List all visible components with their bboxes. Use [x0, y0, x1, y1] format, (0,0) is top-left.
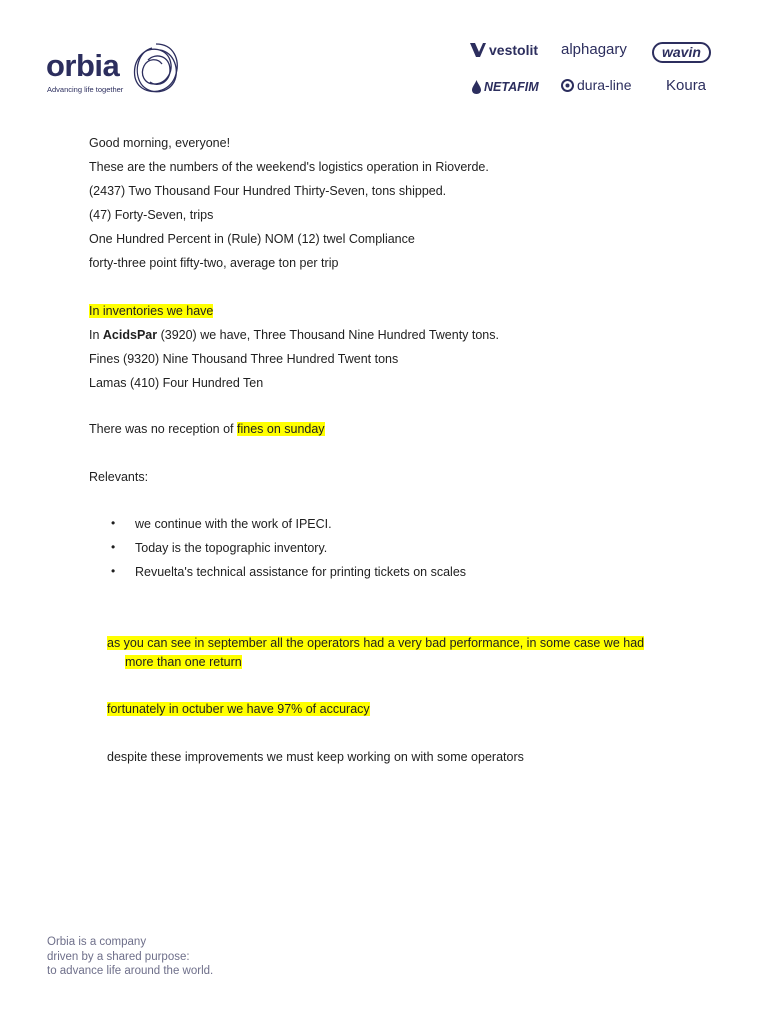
september-note-line2-text: more than one return — [125, 655, 242, 669]
bullet-dot: • — [111, 540, 116, 554]
brand-alphagary — [561, 41, 627, 58]
september-note-line1-text: as you can see in september all the operators had a very bad performance, in some case we had — [107, 636, 645, 650]
list-item: Today is the topographic inventory. — [135, 541, 328, 555]
inventory-acidspar-pre: In — [89, 328, 103, 342]
september-note-line2 — [125, 653, 242, 671]
duraline-circle-icon — [561, 79, 574, 92]
brand-vestolit — [470, 42, 538, 58]
trips: (47) Forty-Seven, trips — [89, 208, 214, 222]
inventory-acidspar — [89, 326, 499, 344]
brand-alphagary-label: alphagary — [561, 41, 627, 58]
list-item: we continue with the work of IPECI. — [135, 517, 332, 531]
brand-koura-label: Koura — [666, 77, 707, 94]
brand-netafim — [472, 80, 539, 94]
reception-note-highlight: fines on sunday — [237, 422, 325, 436]
inventories-heading-text: In inventories we have — [89, 304, 214, 318]
footer-purpose — [47, 935, 307, 979]
october-note-text: fortunately in octuber we have 97% of accuracy — [107, 702, 370, 716]
vestolit-mark-icon — [470, 43, 486, 57]
inventory-lamas: Lamas (410) Four Hundred Ten — [89, 376, 264, 390]
compliance: One Hundred Percent in (Rule) NOM (12) twel Compliance — [89, 232, 415, 246]
brand-koura — [666, 77, 706, 94]
footer-line-1: Orbia is a company — [47, 936, 147, 948]
relevants-heading: Relevants: — [89, 470, 149, 484]
greeting: Good morning, everyone! — [89, 136, 231, 150]
bullet-dot: • — [111, 564, 116, 578]
reception-note-pre: There was no reception of — [89, 422, 237, 436]
brand-wavin — [652, 42, 711, 63]
brand-wavin-label: wavin — [662, 44, 701, 60]
footer-line-2: driven by a shared purpose: — [47, 950, 190, 963]
closing-note: despite these improvements we must keep working on with some operators — [107, 750, 524, 764]
inventories-heading — [89, 302, 213, 320]
inventory-acidspar-name: AcidsPar — [102, 328, 158, 342]
orbia-tagline: Advancing life together — [47, 85, 124, 94]
tons-shipped: (2437) Two Thousand Four Hundred Thirty-Seven, tons shipped. — [89, 184, 447, 198]
october-note — [107, 700, 370, 718]
inventory-acidspar-post: (3920) we have, Three Thousand Nine Hundred Twenty tons. — [157, 328, 499, 342]
inventory-fines: Fines (9320) Nine Thousand Three Hundred Twent tons — [89, 352, 399, 366]
orbia-logo-word: orbia — [46, 48, 120, 83]
orbia-swirl-icon — [130, 40, 182, 100]
bullet-dot: • — [111, 516, 116, 530]
footer-line-3: to advance life around the world. — [47, 965, 214, 977]
brand-duraline-label: dura-line — [577, 77, 632, 93]
reception-note — [89, 420, 325, 438]
orbia-logo — [46, 40, 196, 100]
netafim-drop-icon — [472, 80, 481, 94]
intro-line: These are the numbers of the weekend's logistics operation in Rioverde. — [89, 160, 489, 174]
september-note-line1 — [107, 634, 644, 652]
brand-duraline — [561, 77, 631, 93]
letterhead — [0, 0, 768, 110]
average-ton: forty-three point fifty-two, average ton per trip — [89, 256, 339, 270]
brand-netafim-label: NETAFIM — [484, 80, 539, 94]
list-item: Revuelta's technical assistance for printing tickets on scales — [135, 565, 467, 579]
brand-vestolit-label: vestolit — [489, 42, 539, 58]
